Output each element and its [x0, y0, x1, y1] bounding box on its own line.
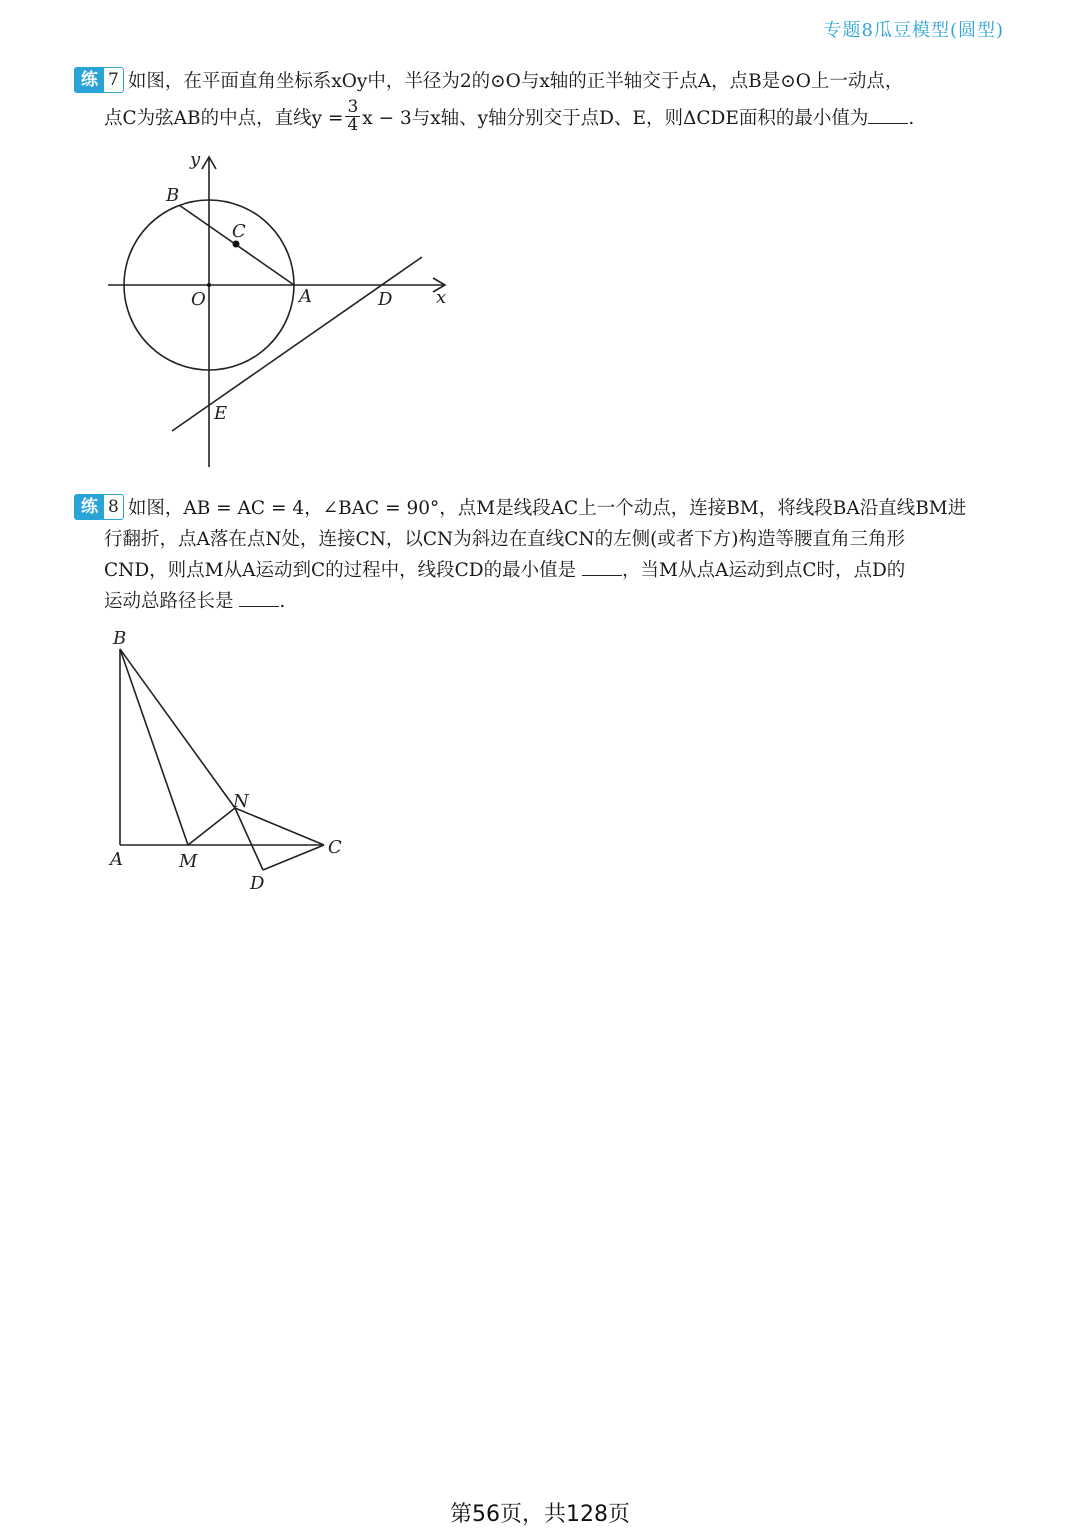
problem-7 [74, 66, 1014, 134]
problem-8 [74, 493, 1014, 617]
problem-7-badge-number: 7 [108, 69, 119, 90]
problem-8-badge [74, 494, 124, 520]
problem-8-line-4 [74, 586, 1014, 617]
problem-8-line-3 [74, 555, 1014, 586]
problem-8-text-3b: ，当M从点A运动到点C时，点D的 [622, 560, 906, 581]
problem-8-text-3a: CND，则点M从A运动到C的过程中，线段CD的最小值是 [104, 560, 577, 581]
label-m: M [179, 851, 198, 872]
label-d: D [378, 289, 393, 310]
label-y: y [190, 149, 201, 170]
problem-8-line-1 [74, 493, 1014, 524]
problem-8-line-2 [74, 524, 1014, 555]
problem-8-badge-number: 8 [108, 496, 119, 517]
label-n: N [233, 791, 249, 812]
label-x: x [436, 287, 447, 308]
label-c: C [328, 837, 342, 858]
page-header-title: 专题8瓜豆模型(圆型) [823, 20, 1004, 41]
label-a: A [110, 849, 123, 870]
problem-8-figure [100, 625, 360, 900]
origin-dot [207, 283, 211, 287]
label-b: B [113, 628, 127, 649]
problem-7-text-1: 如图，在平面直角坐标系xOy中，半径为2的⊙O与x轴的正半轴交于点A，点B是⊙O上一动点， [127, 71, 904, 92]
problem-7-fraction [345, 96, 360, 135]
problem-8-text-2: 行翻折，点A落在点N处，连接CN，以CN为斜边在直线CN的左侧(或者下方)构造等腰直角三角形 [104, 529, 906, 550]
label-a: A [299, 286, 312, 307]
problem-8-text-1: 如图，AB = AC = 4，∠BAC = 90°，点M是线段AC上一个动点，连接BM，将线段BA沿直线BM进 [127, 498, 967, 519]
answer-blank-1 [582, 559, 622, 576]
label-c: C [232, 221, 246, 242]
problem-8-text-4a: 运动总路径长是 [104, 591, 234, 612]
segment-bn [120, 649, 235, 808]
fraction-numerator: 3 [347, 96, 359, 117]
segment-mn [188, 808, 235, 845]
problem-7-line-2 [74, 96, 1014, 135]
answer-blank [868, 107, 908, 124]
answer-blank-2 [239, 590, 279, 607]
label-b: B [166, 185, 180, 206]
problem-7-figure [100, 145, 460, 475]
problem-7-badge [74, 67, 124, 93]
problem-8-badge-label: 练 [75, 495, 104, 519]
problem-7-text-2a: 点C为弦AB的中点，直线y = [104, 108, 344, 129]
problem-7-text-2c: . [908, 108, 915, 129]
page-footer: 第56页，共128页 [450, 1502, 630, 1527]
problem-8-text-4b: . [279, 591, 286, 612]
problem-7-line-1 [74, 66, 1014, 97]
segment-bm [120, 649, 188, 845]
problem-7-text-2b: x − 3与x轴、y轴分别交于点D、E，则ΔCDE面积的最小值为 [362, 108, 869, 129]
segment-dc [263, 845, 324, 870]
label-e: E [214, 403, 228, 424]
label-o: O [191, 289, 206, 310]
problem-7-badge-label: 练 [75, 68, 104, 92]
label-d: D [250, 873, 265, 894]
fraction-denominator: 4 [347, 114, 359, 135]
